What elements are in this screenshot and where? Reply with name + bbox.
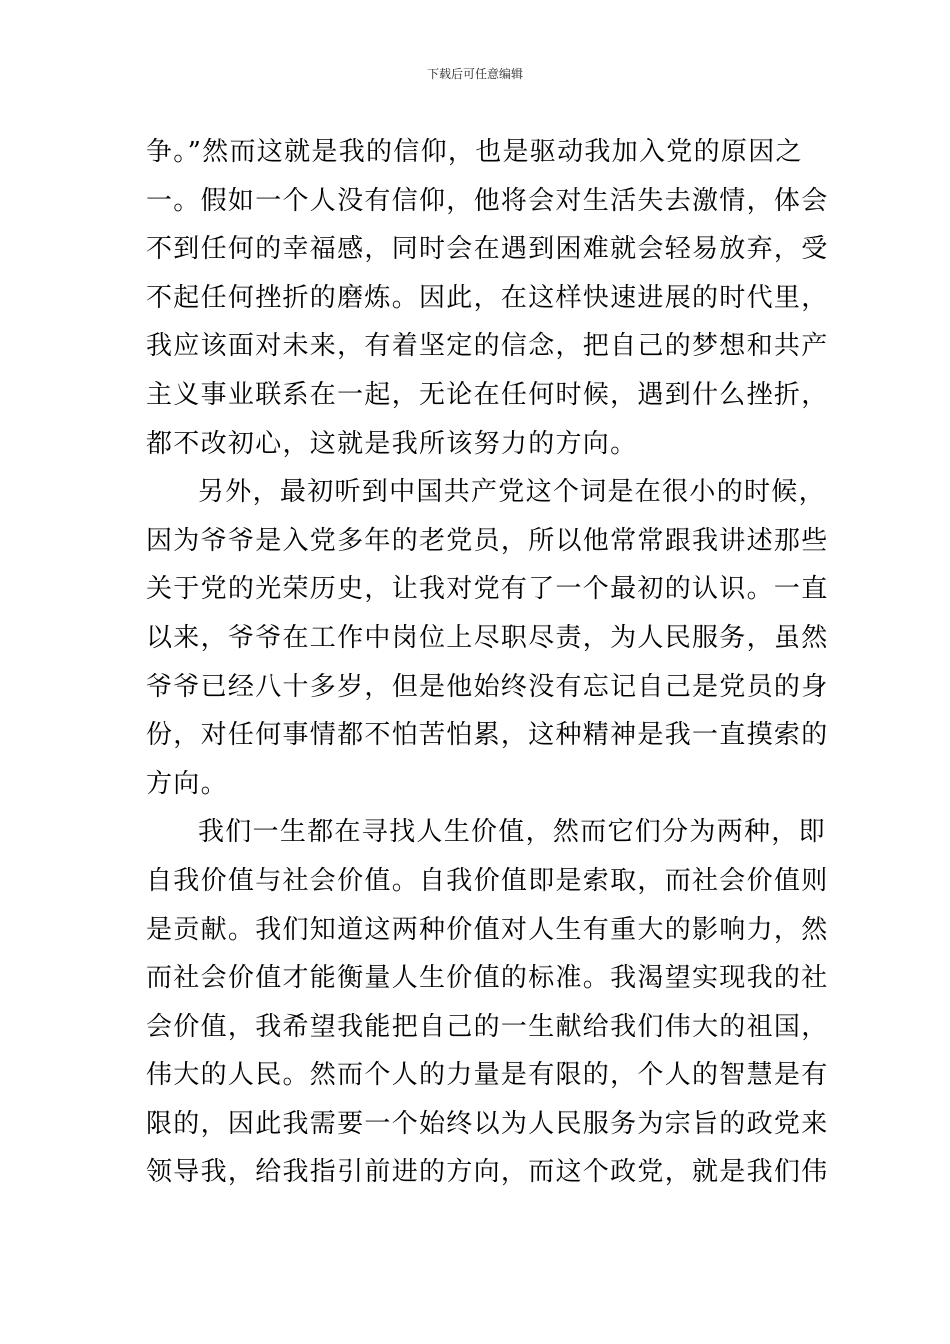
text-line: 而社会价值才能衡量人生价值的标准。我渴望实现我的社 — [146, 963, 829, 994]
text-line: 我应该面对未来，有着坚定的信念，把自己的梦想和共产 — [146, 331, 829, 362]
text-line: 因为爷爷是入党多年的老党员，所以他常常跟我讲述那些 — [146, 525, 829, 556]
text-line: 自我价值与社会价值。自我价值即是索取，而社会价值则 — [146, 865, 829, 896]
page-header: 下载后可任意编辑 — [426, 67, 523, 81]
paragraph-first-line: 我们一生都在寻找人生价值，然而它们分为两种，即 — [198, 817, 826, 848]
paragraph-first-line: 另外，最初听到中国共产党这个词是在很小的时候， — [198, 477, 826, 508]
text-line: 不到任何的幸福感，同时会在遇到困难就会轻易放弃，受 — [146, 234, 829, 265]
text-line: 份，对任何事情都不怕苦怕累，这种精神是我一直摸索的 — [146, 720, 829, 751]
text-line: 争。”然而这就是我的信仰，也是驱动我加入党的原因之 — [146, 137, 803, 167]
text-line: 方向。 — [146, 768, 228, 799]
text-line: 爷爷已经八十多岁，但是他始终没有忘记自己是党员的身 — [146, 671, 829, 702]
text-line: 是贡献。我们知道这两种价值对人生有重大的影响力，然 — [146, 914, 829, 945]
text-line: 都不改初心，这就是我所该努力的方向。 — [146, 428, 638, 459]
text-line: 伟大的人民。然而个人的力量是有限的，个人的智慧是有 — [146, 1060, 829, 1091]
text-line: 一。假如一个人没有信仰，他将会对生活失去激情，体会 — [146, 185, 829, 216]
text-line: 不起任何挫折的磨炼。因此，在这样快速进展的时代里， — [146, 282, 829, 313]
text-line: 会价值，我希望我能把自己的一生献给我们伟大的祖国， — [146, 1011, 829, 1042]
text-line: 主义事业联系在一起，无论在任何时候，遇到什么挫折， — [146, 379, 829, 410]
document-body — [146, 128, 829, 1197]
text-line: 限的，因此我需要一个始终以为人民服务为宗旨的政党来 — [146, 1108, 829, 1139]
text-line: 关于党的光荣历史，让我对党有了一个最初的认识。一直 — [146, 574, 829, 605]
text-line: 以来，爷爷在工作中岗位上尽职尽责，为人民服务，虽然 — [146, 622, 829, 653]
text-line: 领导我，给我指引前进的方向，而这个政党，就是我们伟 — [146, 1157, 829, 1188]
